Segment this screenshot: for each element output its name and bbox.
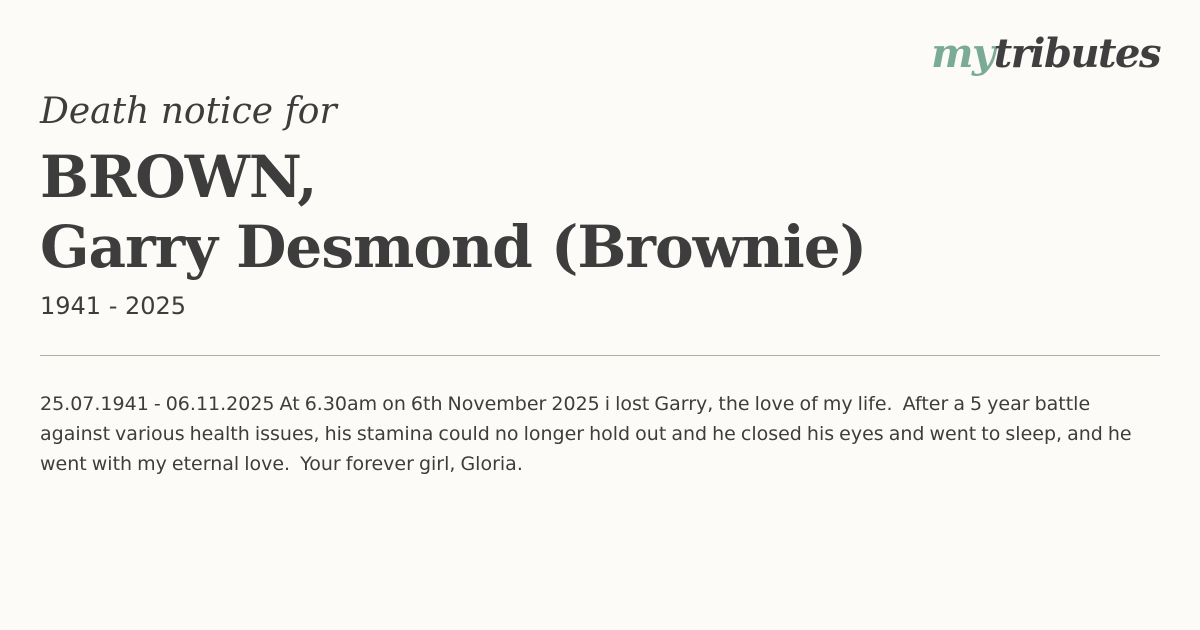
- notice-kicker: Death notice for: [40, 91, 337, 132]
- deceased-surname: BROWN,: [40, 143, 317, 211]
- notice-body: 25.07.1941 - 06.11.2025 At 6.30am on 6th November 2025 i lost Garry, the love of my life. After a 5 year battle against various health issues, his stamina could no longer hold out and he closed his eyes and went to sleep, and he went with my eternal love. Your forever girl, Gloria.: [40, 393, 1137, 475]
- section-divider: [40, 355, 1160, 356]
- mytributes-logo[interactable]: [931, 30, 1160, 77]
- logo-text-tributes: tributes: [993, 30, 1160, 77]
- life-years: 1941 - 2025: [40, 292, 187, 320]
- logo-text-my: my: [931, 30, 994, 77]
- deceased-name: [40, 142, 1160, 282]
- deceased-given-names: Garry Desmond (Brownie): [40, 213, 867, 281]
